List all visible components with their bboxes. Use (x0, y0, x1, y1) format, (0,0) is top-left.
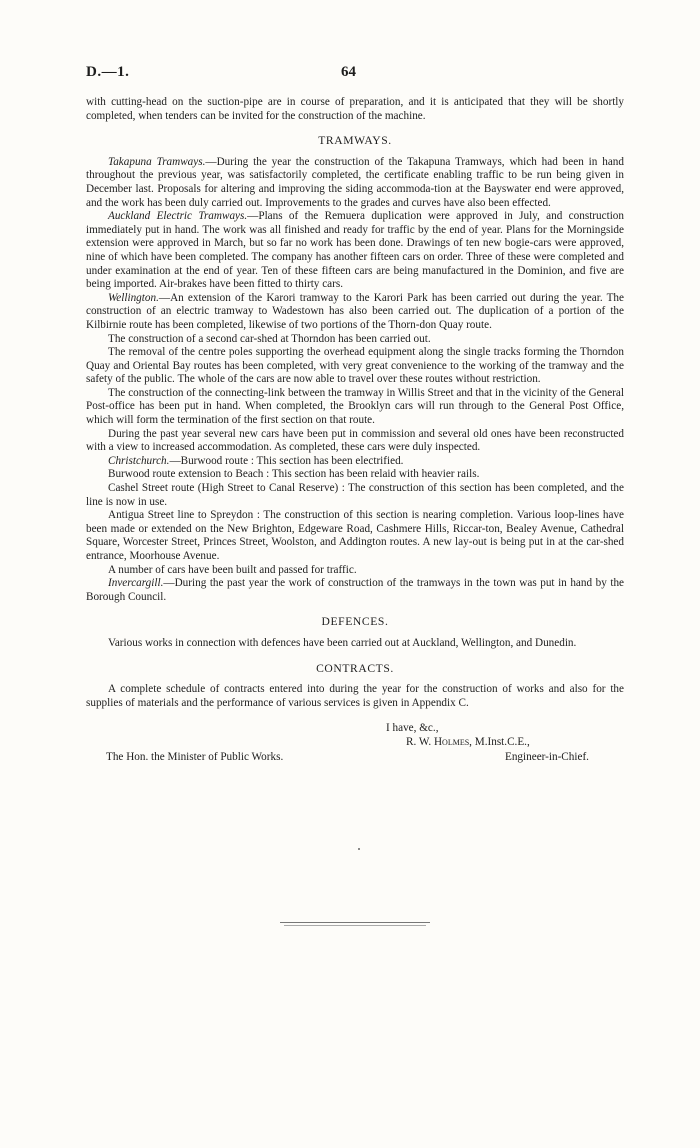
document-reference: D.—1. (86, 64, 130, 80)
wellington-title: Wellington. (108, 291, 159, 304)
christchurch-paragraph-4: Antigua Street line to Spreydon : The construction of this section is nearing completion. Various loop-lines have been made or extended on the New Brighton, Edgeware Road, Cashmere Hills, Riccar-ton, Bealey Avenue, Cathedral Square, Worcester Street, Princes Street, Woolston, and Addington routes. A new lay-out is being put in at the car-shed entrance, Moorhouse Avenue. (86, 509, 624, 562)
signatory-credentials: M.Inst.C.E., (474, 736, 530, 749)
addressee: The Hon. the Minister of Public Works. (106, 751, 284, 764)
end-rule-secondary (284, 925, 426, 926)
signatory-name: R. W. Holmes, (406, 736, 472, 749)
christchurch-paragraph-2: Burwood route extension to Beach : This section has been relaid with heavier rails. (108, 468, 480, 481)
signature-block (86, 722, 624, 784)
invercargill-title: Invercargill. (108, 577, 164, 590)
document-body (86, 96, 624, 784)
takapuna-title: Takapuna Tramways. (108, 155, 206, 168)
signatory (406, 736, 530, 750)
defences-heading: DEFENCES. (321, 615, 389, 629)
auckland-paragraph (86, 210, 624, 292)
auckland-text: —Plans of the Remuera duplication were approved in July, and construction immediately put in hand. The work was all finished and ready for traffic by the end of year. Plans for the Morningside extension were approved in March, but so far no work has been done. Drawings of ten new bogie-cars were approved, nine of which have been completed. The company has another fifteen cars on order. Three of these were completed and under examination at the end of year. Ten of these fifteen cars are being manufactured in the Dominion, and five are being imported. Air-brakes have been fitted to thirty cars. (86, 210, 624, 291)
auckland-title: Auckland Electric Tramways. (108, 210, 248, 223)
contracts-paragraph: A complete schedule of contracts entered into during the year for the construction of works and also for the supplies of materials and the performance of various services is given in Appendix C. (86, 683, 624, 709)
christchurch-paragraph-5: A number of cars have been built and passed for traffic. (108, 563, 357, 576)
invercargill-paragraph (86, 577, 624, 604)
signatory-title: Engineer-in-Chief. (505, 751, 589, 764)
page-header (86, 64, 624, 84)
end-rule (280, 922, 430, 923)
christchurch-paragraph-3: Cashel Street route (High Street to Canal Reserve) : The construction of this section has been completed, and the line is now in use. (86, 482, 624, 508)
contracts-heading: CONTRACTS. (316, 661, 394, 675)
defences-paragraph: Various works in connection with defences have been carried out at Auckland, Wellington, and Dunedin. (108, 636, 577, 649)
wellington-paragraph-4: The construction of the connecting-link between the tramway in Willis Street and that in the vicinity of the General Post-office has been put in hand. When completed, the Brooklyn cars will run through to the General Post Office, which will form the termination of the first section on that route. (86, 386, 624, 427)
christchurch-text: —Burwood route : This section has been electrified. (169, 454, 404, 467)
christchurch-title: Christchurch. (108, 454, 170, 467)
closing-line: I have, &c., (386, 722, 439, 735)
wellington-paragraph-3: The removal of the centre poles supporting the overhead equipment along the single tracks forming the Thorndon Quay and Oriental Bay routes has been completed, with very great convenience to the working of the tramway and the safety of the public. The whole of the cars are now able to travel over these routes without restriction. (86, 346, 624, 386)
wellington-paragraph-2: The construction of a second car-shed at Thorndon has been carried out. (108, 332, 431, 345)
ink-speck (358, 848, 360, 850)
christchurch-paragraph (86, 455, 624, 469)
wellington-paragraph (86, 292, 624, 333)
takapuna-paragraph (86, 156, 624, 210)
invercargill-text: —During the past year the work of construction of the tramways in the town was put in hand by the Borough Council. (86, 577, 624, 603)
intro-paragraph: with cutting-head on the suction-pipe are in course of preparation, and it is anticipated that they will be shortly completed, when tenders can be invited for the construction of the machine. (86, 96, 624, 122)
page-number: 64 (341, 64, 356, 80)
takapuna-text: —During the year the construction of the Takapuna Tramways, which had been in hand throughout the previous year, was satisfactorily completed, the certificate enabling traffic to be run being given in December last. Proposals for altering and improving the siding accommoda-tion at the Bayswater end were approved, and the work has been duly carried out. Improvements to the grades and curves have also been effected. (86, 155, 624, 209)
wellington-text: —An extension of the Karori tramway to the Karori Park has been carried out during the year. The construction of an electric tramway to Wadestown has also been carried out. The duplication of a portion of the Kilbirnie route has been completed, likewise of two portions of the Thorn-don Quay route. (86, 291, 624, 331)
tramways-heading: TRAMWAYS. (318, 134, 392, 148)
wellington-paragraph-5: During the past year several new cars have been put in commission and several old ones have been reconstructed with a view to increased accommodation. As completed, these cars were duly inspected. (86, 427, 624, 454)
